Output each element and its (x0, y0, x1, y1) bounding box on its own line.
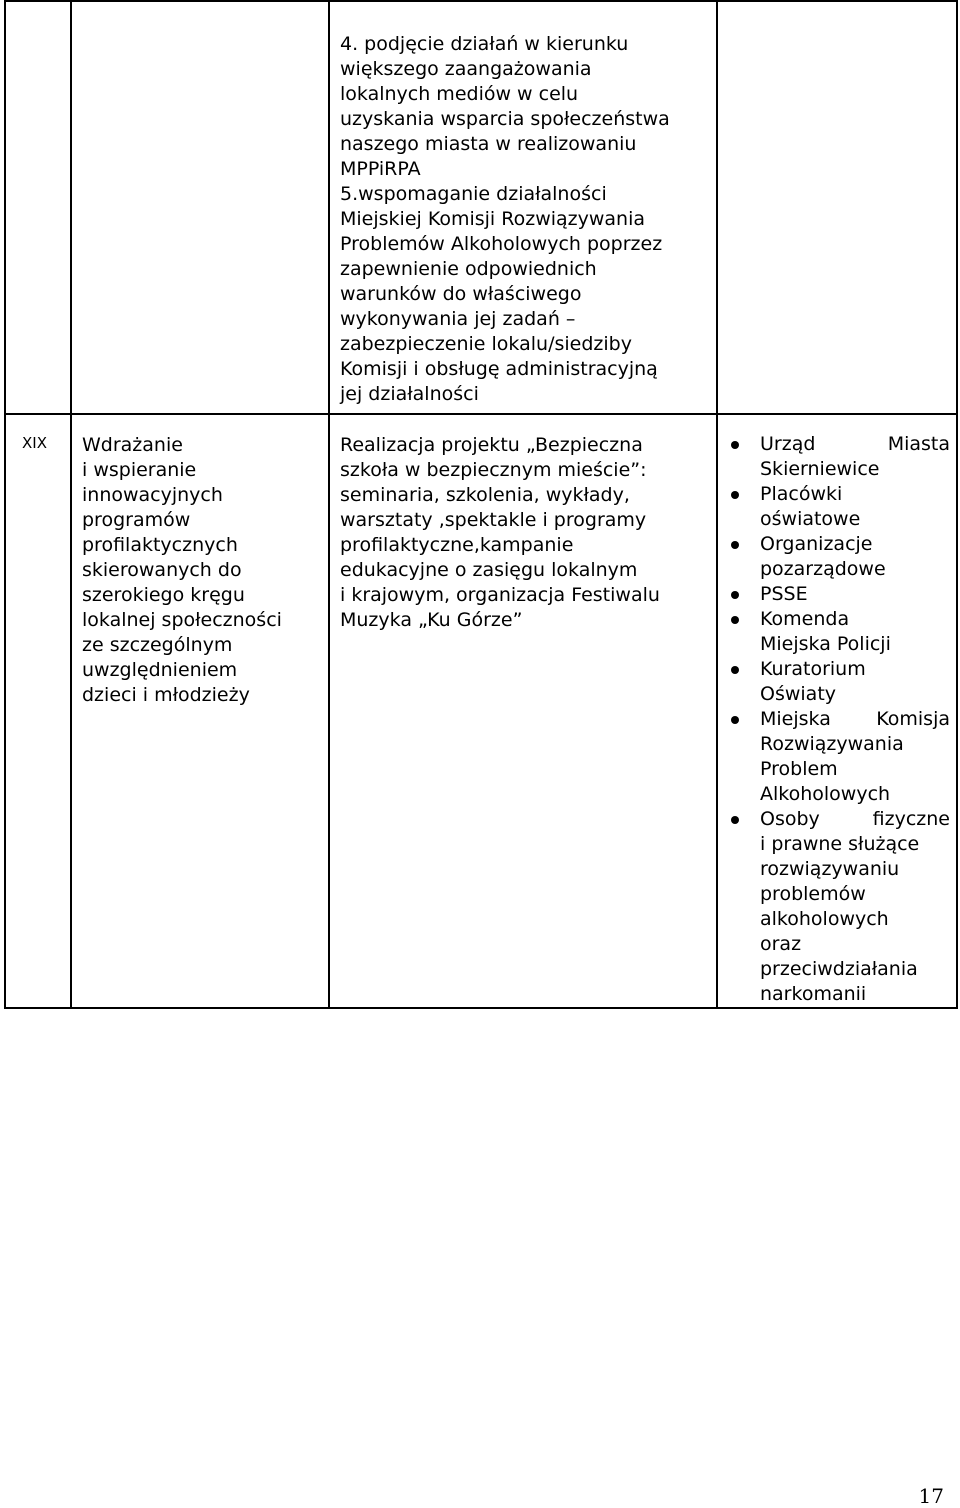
partner-name: Miasta (887, 433, 950, 455)
partner-list-item (718, 807, 950, 1007)
partner-list-item (718, 582, 950, 607)
partner-list-item (718, 657, 950, 707)
cell-tasks-continued (329, 1, 717, 414)
cell-partners-empty (717, 1, 957, 414)
cell-number (5, 414, 71, 1008)
row-number: XIX (22, 434, 47, 452)
partner-name: Urząd (760, 433, 816, 455)
partner-list-item (718, 707, 950, 807)
partner-name: Oświaty (760, 683, 837, 705)
partner-name: i prawne służące rozwiązywaniu problemów alkoholowych oraz przeciwdziałania narkomanii (760, 833, 920, 1005)
bullet-icon (731, 616, 739, 624)
bullet-icon (731, 541, 739, 549)
partner-name: Komisja (876, 708, 950, 730)
bullet-icon (731, 591, 739, 599)
bullet-icon (731, 491, 739, 499)
bullet-icon (731, 441, 739, 449)
partner-name: Organizacje (760, 533, 873, 555)
tasks-continued-text: 4. podjęcie działań w kierunku większego zaangażowania lokalnych mediów w celu uzyskania wsparcia społeczeństwa naszego miasta w realizowaniu MPPiRPA 5.wspomaganie działalności Miejskiej Komisji Rozwiązywania Problemów Alkoholowych poprzez zapewnienie odpowiednich warunków do właściwego wykonywania jej zadań – zabezpieczenie lokalu/siedziby Komisji i obsługę administracyjną jej działalności (340, 33, 670, 405)
goal-text: Wdrażanie i wspieranie innowacyjnych programów profilaktycznych skierowanych do szerokiego kręgu lokalnej społeczności ze szczególnym uwzględnieniem dzieci i młodzieży (82, 434, 282, 706)
partner-name: Komenda (760, 608, 850, 630)
partner-name: Miejska (760, 708, 831, 730)
partner-name: Miejska Policji (760, 633, 891, 655)
partner-name: fizyczne (872, 808, 950, 830)
table-row (5, 1, 957, 414)
partner-name: Skierniewice (760, 458, 880, 480)
bullet-icon (731, 716, 739, 724)
partner-list-item (718, 482, 950, 532)
partner-name: pozarządowe (760, 558, 886, 580)
partner-name: Rozwiązywania Problem Alkoholowych (760, 733, 904, 805)
partner-name: PSSE (760, 583, 808, 605)
cell-partners (717, 414, 957, 1008)
partner-list-item (718, 532, 950, 582)
cell-goal (71, 414, 329, 1008)
cell-number-empty (5, 1, 71, 414)
partner-name: Osoby (760, 808, 820, 830)
program-table (4, 0, 958, 1009)
partner-name: oświatowe (760, 508, 861, 530)
bullet-icon (731, 666, 739, 674)
partner-list-item (718, 607, 950, 657)
partner-list-item (718, 432, 950, 482)
table-row (5, 414, 957, 1008)
cell-goal-empty (71, 1, 329, 414)
partner-name: Placówki (760, 483, 843, 505)
tasks-text: Realizacja projektu „Bezpieczna szkoła w bezpiecznym mieście”: seminaria, szkolenia, wykłady, warsztaty ,spektakle i programy profilaktyczne,kampanie edukacyjne o zasięgu lokalnym i krajowym, organizacja Festiwalu Muzyka „Ku Górze” (340, 434, 660, 631)
partners-list (718, 432, 950, 1007)
partner-name: Kuratorium (760, 658, 866, 680)
cell-tasks (329, 414, 717, 1008)
bullet-icon (731, 816, 739, 824)
page-number: 17 (918, 1484, 944, 1508)
